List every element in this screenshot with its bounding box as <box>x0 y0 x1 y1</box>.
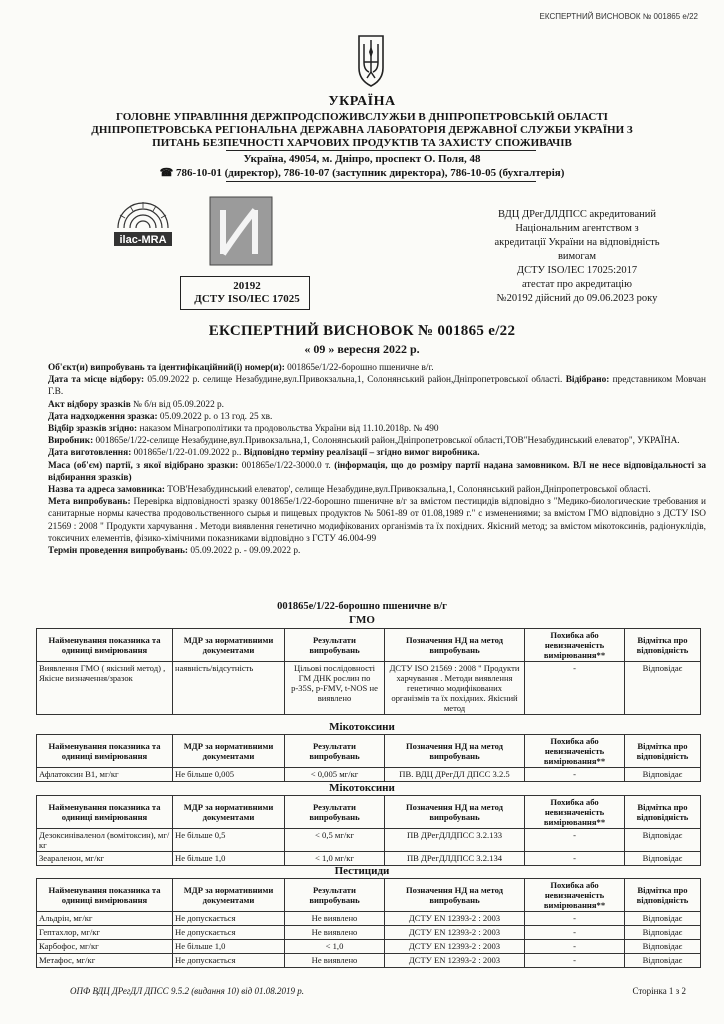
table-cell: - <box>525 768 625 782</box>
test-period: Термін проведення випробувань: 05.09.2022 р. - 09.09.2022 р. <box>48 546 301 557</box>
table-header-row <box>37 735 701 768</box>
accr-line: Національним агентством з <box>515 223 639 234</box>
accreditation-block <box>470 208 684 306</box>
column-header: Найменування показника та одиниці вимірювання <box>37 879 173 912</box>
table-cell: Відповідає <box>625 926 701 940</box>
column-header: Похибка або невизначеність вимірювання** <box>525 735 625 768</box>
table-cell: Не більше 0,5 <box>173 829 285 852</box>
table-cell: Метафос, мг/кг <box>37 954 173 968</box>
column-header: Результати випробувань <box>285 629 385 662</box>
table-row <box>37 954 701 968</box>
table-cell: - <box>525 662 625 715</box>
table-cell: Відповідає <box>625 829 701 852</box>
table-cell: ДСТУ EN 12393-2 : 2003 <box>385 954 525 968</box>
table-cell: Цільові послідовності ГМ ДНК рослин по р-35S, p-FMV, t-NOS не виявлено <box>285 662 385 715</box>
table-cell: Не виявлено <box>285 954 385 968</box>
sampling-basis: Відбір зразків згідно: наказом Мінагрополітики та продовольства України від 11.10.2018р. № 490 <box>48 424 439 435</box>
table-header-row <box>37 629 701 662</box>
manufacturer: Виробник: 001865е/1/22-селище Незабудине,вул.Привокзальна,1, Солонянський район,Дніпропетровської області,ТОВ"Незабудинський елеватор", УКРАЇНА. <box>48 436 680 447</box>
accr-line: ДСТУ ISO/IEC 17025:2017 <box>516 265 638 276</box>
results-table <box>36 628 701 715</box>
table-cell: < 0,005 мг/кг <box>285 768 385 782</box>
table-cell: < 0,5 мг/кг <box>285 829 385 852</box>
column-header: Відмітка про відповідність <box>625 879 701 912</box>
table-cell: Гептахлор, мг/кг <box>37 926 173 940</box>
table-cell: - <box>525 926 625 940</box>
table-cell: ДСТУ ISO 21569 : 2008 " Продукти харчування . Методи виявлення генетично модифікованих організмів та їх похідних. Якісний метод <box>385 662 525 715</box>
table-cell: Відповідає <box>625 852 701 866</box>
column-header: Результати випробувань <box>285 796 385 829</box>
column-header: Позначення НД на метод випробувань <box>385 879 525 912</box>
table-cell: - <box>525 829 625 852</box>
table-row <box>37 852 701 866</box>
table-row <box>37 829 701 852</box>
results-table <box>36 795 701 866</box>
table-cell: Не допускається <box>173 912 285 926</box>
sampling-date-place: Дата та місце відбору: 05.09.2022 р. селище Незабудине,вул.Привокзальна,1, Солонянський район,Дніпропетровської області. Відібрано: представником Мовчан Г.В. <box>48 375 706 398</box>
table-cell: - <box>525 940 625 954</box>
column-header: Похибка або невизначеність вимірювання** <box>525 796 625 829</box>
column-header: Похибка або невизначеність вимірювання** <box>525 879 625 912</box>
table-cell: ПВ ДРегДЛДПСС 3.2.133 <box>385 829 525 852</box>
table-cell: Карбофос, мг/кг <box>37 940 173 954</box>
results-table <box>36 878 701 968</box>
batch-mass: Маса (об'єм) партії, з якої відібрано зразки: 001865е/1/22-3000.0 т. (інформація, що до розміру партії надана замовником. ВЛ не несе відповідальності за відбирання зразків) <box>48 460 707 483</box>
receipt-date: Дата надходження зразка: 05.09.2022 р. о 13 год. 25 хв. <box>48 411 273 422</box>
address-rule-top <box>226 150 536 151</box>
org-line-1: ГОЛОВНЕ УПРАВЛІННЯ ДЕРЖПРОДСПОЖИВСЛУЖБИ В ДНІПРОПЕТРОВСЬКІЙ ОБЛАСТІ <box>116 111 608 123</box>
cert-standard: ДСТУ ISO/IEC 17025 <box>194 293 300 305</box>
table-cell: < 1,0 <box>285 940 385 954</box>
table-cell: Відповідає <box>625 662 701 715</box>
document-title: ЕКСПЕРТНИЙ ВИСНОВОК № 001865 е/22 <box>208 323 516 339</box>
table-cell: Не більше 0,005 <box>173 768 285 782</box>
ilac-mra-logo <box>108 196 178 258</box>
cert-label <box>188 280 306 306</box>
table-row <box>37 662 701 715</box>
column-header: МДР за нормативними документами <box>173 796 285 829</box>
accr-line: №20192 дійсний до 09.06.2023 року <box>496 293 658 304</box>
column-header: МДР за нормативними документами <box>173 629 285 662</box>
table-cell: ДСТУ EN 12393-2 : 2003 <box>385 926 525 940</box>
table-cell: - <box>525 954 625 968</box>
address-rule-bottom <box>226 181 536 182</box>
document-reference: ЕКСПЕРТНИЙ ВИСНОВОК № 001865 е/22 <box>539 12 698 21</box>
column-header: Відмітка про відповідність <box>625 629 701 662</box>
column-header: Позначення НД на метод випробувань <box>385 796 525 829</box>
section-title: ГМО <box>349 614 375 626</box>
cert-number: 20192 <box>233 280 261 292</box>
accr-line: вимогам <box>557 251 597 262</box>
country-title: УКРАЇНА <box>328 94 396 109</box>
column-header: МДР за нормативними документами <box>173 735 285 768</box>
manufacture-date: Дата виготовлення: 001865е/1/22-01.09.2022 р.. Відповідно терміну реалізації – згідно вимог виробника. <box>48 448 480 459</box>
table-cell: Не виявлено <box>285 912 385 926</box>
table-cell: ДСТУ EN 12393-2 : 2003 <box>385 940 525 954</box>
footer-form-ref: ОПФ ВДЦ ДРегДЛ ДПСС 9.5.2 (видання 10) від 01.08.2019 р. <box>70 986 304 996</box>
table-header-row <box>37 796 701 829</box>
customer: Назва та адреса замовника: ТОВ'Незабудинський елеватор', селище Незабудине,вул.Привокзальна,1, Солонянський район,Дніпропетровської області. <box>48 485 651 496</box>
table-cell: Афлатоксин В1, мг/кг <box>37 768 173 782</box>
table-row <box>37 912 701 926</box>
table-cell: Альдрін, мг/кг <box>37 912 173 926</box>
table-cell: ПВ ДРегДЛДПСС 3.2.134 <box>385 852 525 866</box>
table-cell: - <box>525 852 625 866</box>
accr-line: ВДЦ ДРегДЛДПСС акредитований <box>498 209 656 220</box>
phones-text: ☎ 786-10-01 (директор), 786-10-07 (заступник директора), 786-10-05 (бухгалтерія) <box>159 167 565 179</box>
column-header: Відмітка про відповідність <box>625 735 701 768</box>
test-object: Об'єкт(и) випробувань та ідентифікаційний(і) номер(и): 001865е/1/22-борошно пшеничне в/г. <box>48 363 434 373</box>
sample-title: 001865е/1/22-борошно пшеничне в/г <box>277 601 447 612</box>
table-cell: Не більше 1,0 <box>173 940 285 954</box>
footer-page: Сторінка 1 з 2 <box>632 986 686 996</box>
section-title: Пестициди <box>334 865 390 877</box>
accr-line: атестат про акредитацію <box>522 279 632 290</box>
table-cell: < 1,0 мг/кг <box>285 852 385 866</box>
test-purpose: Мета випробувань: Перевірка відповідності зразку 001865е/1/22-борошно пшеничне в/г за вмістом пестицидів відповідно з "Медико-биологические требования и санитарные нормы качества продовольственного сырья и пищевых продуктов № 5061-89 от 01.08,1989 г." с изменениями; за вмістом ГМО відповідно з ДСТУ ISO 21569 : 2008 " Продукти харчування . Методи виявлення генетично модифікованих організмів та їх похідних. Якісний метод; за вмістом мікотоксинів, радіонуклідів, токсичних елементів, фізико-хімічними показниками відповідно з ГСТУ 46.004-99 <box>48 497 706 544</box>
org-line-3: ПИТАНЬ БЕЗПЕЧНОСТІ ХАРЧОВИХ ПРОДУКТІВ ТА ЗАХИСТУ СПОЖИВАЧІВ <box>152 137 572 149</box>
results-table <box>36 734 701 782</box>
table-cell: Не більше 1,0 <box>173 852 285 866</box>
table-cell: ДСТУ EN 12393-2 : 2003 <box>385 912 525 926</box>
table-cell: Відповідає <box>625 912 701 926</box>
table-cell: Не допускається <box>173 954 285 968</box>
column-header: Найменування показника та одиниці вимірювання <box>37 796 173 829</box>
coat-of-arms-icon <box>356 32 386 88</box>
column-header: Результати випробувань <box>285 879 385 912</box>
table-header-row <box>37 879 701 912</box>
column-header: Похибка або невизначеність вимірювання** <box>525 629 625 662</box>
table-cell: - <box>525 912 625 926</box>
table-cell: Відповідає <box>625 940 701 954</box>
table-row <box>37 926 701 940</box>
section-title: Мікотоксини <box>329 782 395 794</box>
table-row <box>37 940 701 954</box>
address-text: Україна, 49054, м. Дніпро, проспект О. Поля, 48 <box>243 153 481 165</box>
table-row <box>37 768 701 782</box>
sampling-act: Акт відбору зразків № б/н від 05.09.2022 р. <box>48 399 225 410</box>
table-cell: ПВ. ВДЦ ДРегДЛ ДПСС 3.2.5 <box>385 768 525 782</box>
table-cell: Дезоксиніваленол (вомітоксин), мг/кг <box>37 829 173 852</box>
column-header: МДР за нормативними документами <box>173 879 285 912</box>
table-cell: Відповідає <box>625 954 701 968</box>
table-cell: Зеараленон, мг/кг <box>37 852 173 866</box>
naau-logo <box>209 196 273 266</box>
column-header: Найменування показника та одиниці вимірювання <box>37 735 173 768</box>
table-cell: наявність/відсутність <box>173 662 285 715</box>
column-header: Відмітка про відповідність <box>625 796 701 829</box>
ilac-mra-text: ilac-MRA <box>119 234 167 246</box>
column-header: Позначення НД на метод випробувань <box>385 629 525 662</box>
column-header: Результати випробувань <box>285 735 385 768</box>
org-line-2: ДНІПРОПЕТРОВСЬКА РЕГІОНАЛЬНА ДЕРЖАВНА ЛАБОРАТОРІЯ ДЕРЖАВНОЇ СЛУЖБИ УКРАЇНИ З <box>91 124 633 136</box>
column-header: Позначення НД на метод випробувань <box>385 735 525 768</box>
section-title: Мікотоксини <box>329 721 395 733</box>
table-cell: Відповідає <box>625 768 701 782</box>
table-cell: Не виявлено <box>285 926 385 940</box>
address-block <box>0 152 724 180</box>
table-cell: Не допускається <box>173 926 285 940</box>
document-date: « 09 » вересня 2022 р. <box>304 342 420 356</box>
column-header: Найменування показника та одиниці вимірювання <box>37 629 173 662</box>
accr-line: акредитації України на відповідність <box>494 237 660 248</box>
table-cell: Виявлення ГМО ( якісний метод) , Якісне визначення/зразок <box>37 662 173 715</box>
document-body <box>48 362 706 557</box>
